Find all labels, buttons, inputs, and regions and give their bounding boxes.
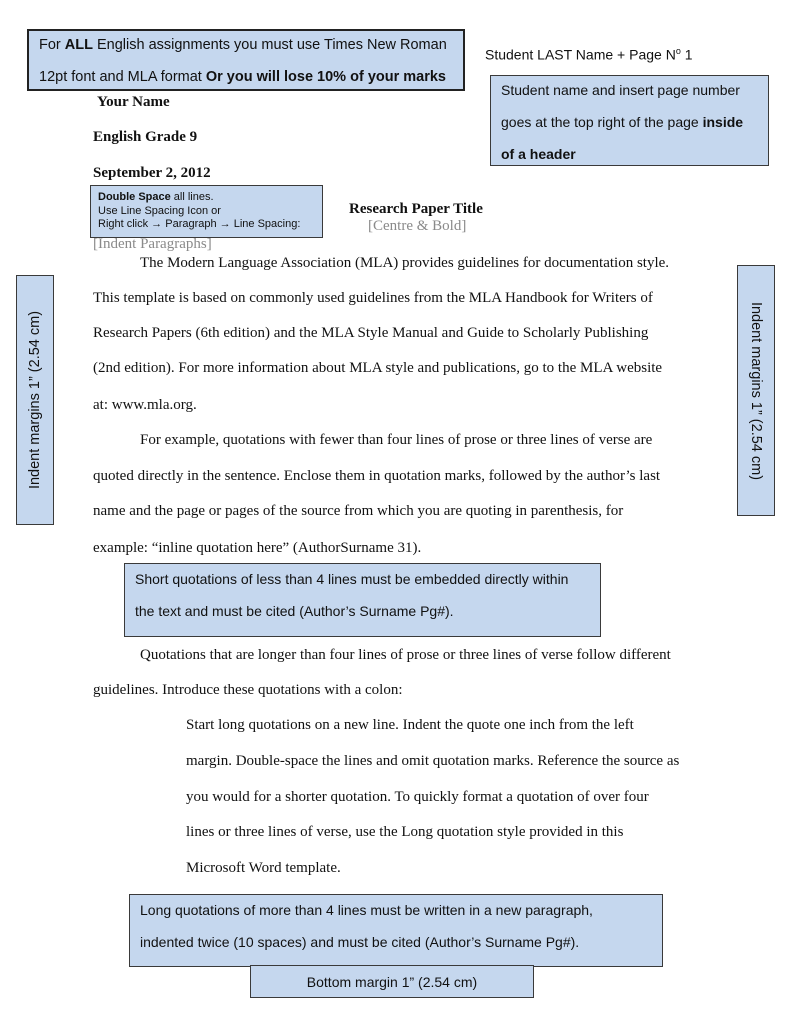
paragraph-1-line: Research Papers (6th edition) and the MLA Style Manual and Guide to Scholarly Publishing bbox=[93, 325, 649, 341]
block-quote-line: Start long quotations on a new line. Indent the quote one inch from the left bbox=[186, 717, 634, 733]
warning-line-1: For ALL English assignments you must use Times New Roman bbox=[39, 37, 447, 53]
page-header-text: Student LAST Name + Page $N^o$ 1 bbox=[485, 46, 693, 63]
student-name: Your Name bbox=[97, 94, 170, 110]
short-callout-line-1: Short quotations of less than 4 lines must be embedded directly within bbox=[135, 571, 569, 587]
paragraph-2-line: example: “inline quotation here” (AuthorSurname 31). bbox=[93, 540, 422, 556]
paragraph-2-line: quoted directly in the sentence. Enclose them in quotation marks, followed by the author’s last bbox=[93, 468, 661, 484]
warning-line-2: 12pt font and MLA format Or you will lose 10% of your marks bbox=[39, 69, 446, 85]
title-format-note: [Centre & Bold] bbox=[368, 218, 467, 234]
long-callout-line-1: Long quotations of more than 4 lines must be written in a new paragraph, bbox=[140, 902, 593, 918]
paragraph-3-line: Quotations that are longer than four lines of prose or three lines of verse follow different bbox=[140, 647, 671, 663]
header-callout-line-3: of a header bbox=[501, 146, 576, 162]
header-callout-line-2: goes at the top right of the page inside bbox=[501, 114, 744, 130]
right-margin-callout bbox=[737, 265, 775, 516]
block-quote-line: margin. Double-space the lines and omit quotation marks. Reference the source as bbox=[186, 753, 680, 769]
double-space-line-1: Double Space all lines. bbox=[98, 191, 214, 203]
double-space-callout bbox=[90, 185, 323, 238]
left-margin-label: Indent margins 1” (2.54 cm) bbox=[27, 310, 43, 490]
paragraph-1-line: at: www.mla.org. bbox=[93, 397, 197, 413]
double-space-line-2: Use Line Spacing Icon or bbox=[98, 204, 221, 217]
paragraph-3-line: guidelines. Introduce these quotations with a colon: bbox=[93, 682, 403, 698]
indent-note: [Indent Paragraphs] bbox=[93, 236, 212, 252]
short-quotation-callout bbox=[124, 563, 601, 637]
block-quote-line: Microsoft Word template. bbox=[186, 860, 341, 876]
block-quote-line: you would for a shorter quotation. To quickly format a quotation of over four bbox=[186, 789, 649, 805]
course-name: English Grade 9 bbox=[93, 129, 198, 145]
block-quote-line: lines or three lines of verse, use the Long quotation style provided in this bbox=[186, 824, 624, 840]
paragraph-1-line: This template is based on commonly used guidelines from the MLA Handbook for Writers of bbox=[93, 290, 653, 306]
paper-title: Research Paper Title bbox=[349, 201, 483, 217]
paragraph-1-line: (2nd edition). For more information about MLA style and publications, go to the MLA website bbox=[93, 360, 663, 376]
mla-warning-callout bbox=[27, 29, 465, 91]
bottom-margin-callout bbox=[250, 965, 534, 998]
paragraph-2-line: name and the page or pages of the source from which you are quoting in parenthesis, for bbox=[93, 503, 624, 519]
short-callout-line-2: the text and must be cited (Author’s Surname Pg#). bbox=[135, 603, 454, 619]
long-callout-line-2: indented twice (10 spaces) and must be cited (Author’s Surname Pg#). bbox=[140, 934, 580, 950]
long-quotation-callout bbox=[129, 894, 663, 967]
right-margin-label: Indent margins 1” (2.54 cm) bbox=[748, 301, 764, 480]
left-margin-callout bbox=[16, 275, 54, 525]
paragraph-2-line: For example, quotations with fewer than four lines of prose or three lines of verse are bbox=[140, 432, 653, 448]
header-callout-line-1: Student name and insert page number bbox=[501, 82, 740, 98]
header-instruction-callout bbox=[490, 75, 769, 166]
date-line: September 2, 2012 bbox=[93, 165, 211, 181]
bottom-margin-label: Bottom margin 1” (2.54 cm) bbox=[306, 974, 478, 990]
double-space-line-3: Right click → Paragraph → Line Spacing: bbox=[98, 218, 301, 230]
paragraph-1-line: The Modern Language Association (MLA) provides guidelines for documentation style. bbox=[140, 255, 670, 271]
